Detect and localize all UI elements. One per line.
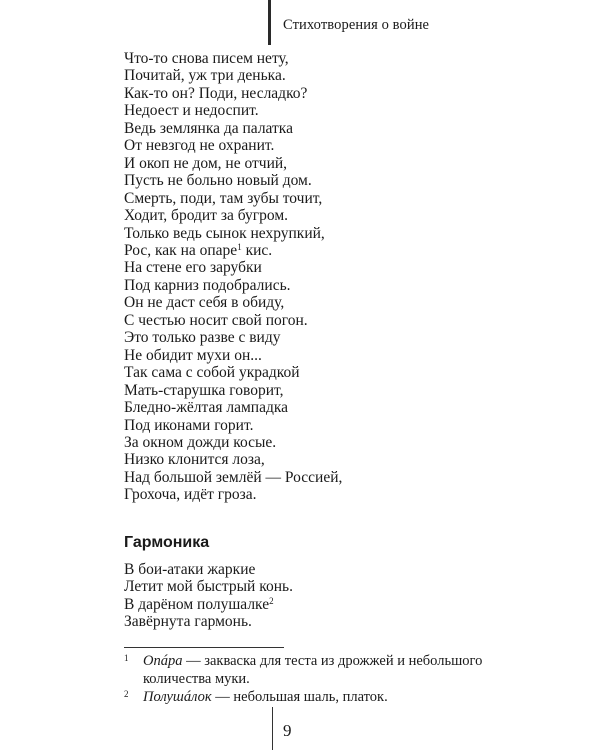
poem-line: Над большой землёй — Россией, bbox=[124, 468, 343, 486]
poem-line: На стене его зарубки bbox=[124, 259, 262, 277]
poem-line: Не обидит мухи он... bbox=[124, 346, 262, 364]
poem-line: В дарёном полушалке$^2$ bbox=[124, 595, 274, 613]
footnote: 1 Опáра — закваска для теста из дрожжей и небольшого количества муки. bbox=[124, 653, 483, 687]
poem-line: За окном дожди косые. bbox=[124, 433, 277, 451]
running-header: Стихотворения о войне bbox=[283, 17, 430, 33]
poem-line: Смерть, поди, там зубы точит, bbox=[124, 189, 323, 207]
poem-line: И окоп не дом, не отчий, bbox=[124, 154, 288, 172]
footnote: 2 Полушáлок — небольшая шаль, платок. bbox=[124, 689, 388, 705]
poem-line: В бои-атаки жаркие bbox=[124, 561, 256, 578]
poem-line: Ходит, бродит за бугром. bbox=[124, 207, 288, 225]
poem-line: Мать-старушка говорит, bbox=[124, 381, 284, 399]
poem-line: Так сама с собой украдкой bbox=[124, 364, 300, 382]
poem-line: Под карниз подобрались. bbox=[124, 276, 291, 294]
poem-line: Только ведь сынок нехрупкий, bbox=[124, 224, 325, 242]
poem-line: Ведь землянка да палатка bbox=[124, 119, 293, 137]
footnote-number: 1 bbox=[124, 653, 129, 663]
poem-line: Рос, как на опаре$^1$ кис. bbox=[124, 241, 273, 259]
footnotes bbox=[124, 652, 500, 706]
section-title: Гармоника bbox=[124, 534, 210, 551]
poem-line: Низко клонится лоза, bbox=[124, 451, 265, 469]
poem-line: Почитай, уж три денька. bbox=[124, 67, 286, 85]
poem-line: Что-то снова писем нету, bbox=[124, 50, 289, 67]
poem-line: От невзгод не охранит. bbox=[124, 137, 275, 155]
footnote-term: Полушáлок bbox=[143, 689, 212, 705]
poem-line: Это только разве с виду bbox=[124, 329, 281, 347]
footnote-rule bbox=[124, 647, 284, 648]
footnote-ref: 2 bbox=[269, 595, 274, 606]
poem-line: Завёрнута гармонь. bbox=[124, 613, 252, 631]
header-rule bbox=[268, 0, 271, 45]
poem-line: Летит мой быстрый конь. bbox=[124, 578, 293, 596]
poem-garmonika bbox=[124, 561, 293, 631]
poem-body bbox=[124, 50, 342, 504]
footer-rule bbox=[272, 707, 273, 750]
poem-line: Он не даст себя в обиду, bbox=[124, 294, 285, 312]
page-number: 9 bbox=[283, 721, 292, 740]
poem-line: Под иконами горит. bbox=[124, 416, 254, 434]
poem-line: С честью носит свой погон. bbox=[124, 311, 308, 329]
footnote-number: 2 bbox=[124, 689, 129, 699]
footnote-term: Опáра bbox=[143, 653, 183, 669]
poem-line: Как-то он? Поди, несладко? bbox=[124, 84, 308, 102]
poem-line: Недоест и недоспит. bbox=[124, 102, 259, 120]
poem-line: Бледно-жёлтая лампадка bbox=[124, 399, 289, 417]
poem-line: Пусть не больно новый дом. bbox=[124, 172, 312, 190]
poem-line: Грохоча, идёт гроза. bbox=[124, 486, 257, 504]
footnote-ref: 1 bbox=[237, 241, 242, 252]
